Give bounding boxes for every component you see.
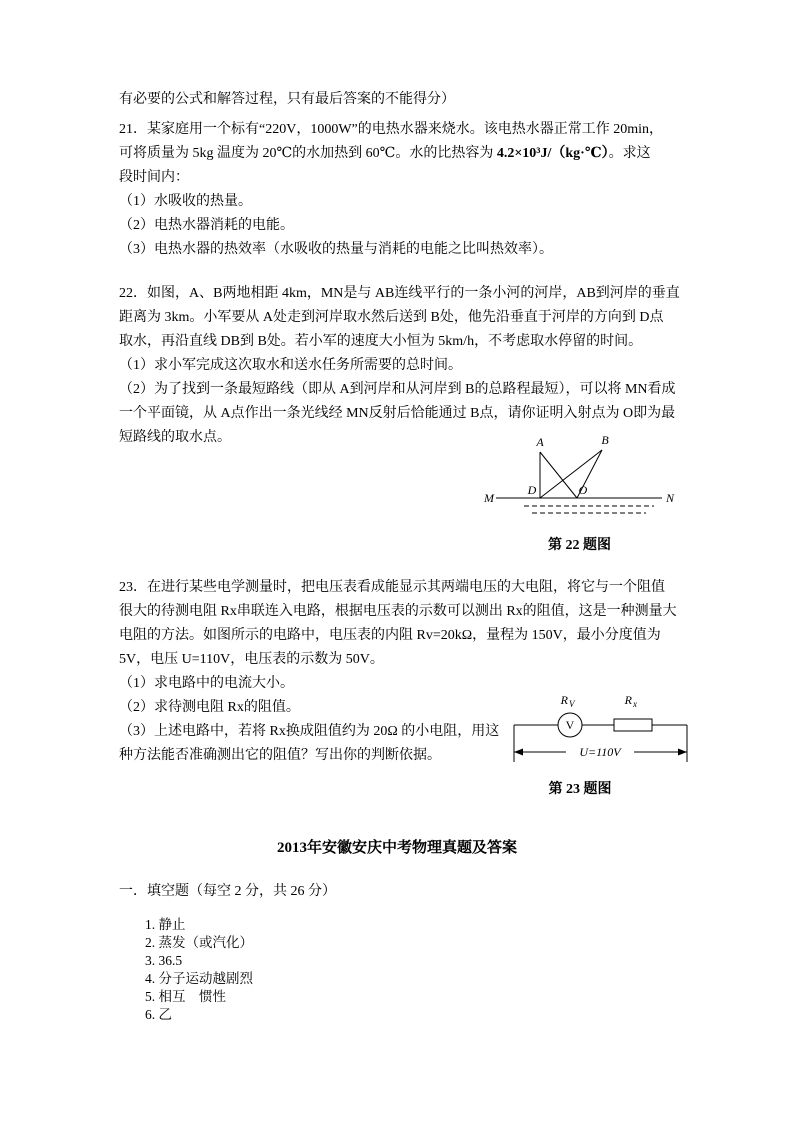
label-point-d: D <box>527 483 537 497</box>
q23-subquestion-1: （1）求电路中的电流大小。 <box>119 676 294 691</box>
q22-subquestion-2c: 短路线的取水点。 <box>119 430 231 445</box>
question-21 <box>119 118 681 262</box>
question-22 <box>119 282 681 450</box>
q21-line-2-post: 。求这 <box>608 146 651 161</box>
q23-subquestion-3b: 种方法能否准确测出它的阻值？写出你的判断依据。 <box>119 748 441 763</box>
q21-subquestion-1: （1）水吸收的热量。 <box>119 194 252 209</box>
voltmeter-resistance-label: R <box>560 693 568 707</box>
q21-line-3: 段时间内： <box>119 170 189 185</box>
specific-heat-value: 4.2×10³J/（kg·℃） <box>496 146 609 161</box>
q22-line-2: 距离为 3km。小军要从 A处走到河岸取水然后送到 B处，他先沿垂直于河岸的方向到 D点 <box>119 310 664 325</box>
label-point-m: M <box>484 491 494 505</box>
label-point-b: B <box>601 433 609 447</box>
q22-subquestion-2b: 一个平面镜，从 A点作出一条光线经 MN反射后恰能通过 B点，请你证明入射点为 O即为最 <box>119 406 676 421</box>
q21-subquestion-3: （3）电热水器的热效率（水吸收的热量与消耗的电能之比叫热效率）。 <box>119 242 553 257</box>
intro-line: 有必要的公式和解答过程，只有最后答案的不能得分） <box>119 92 455 107</box>
answer-item-1: 1. 静止 <box>145 917 186 932</box>
figure-22-diagram <box>482 432 677 532</box>
ray-a-to-o <box>540 452 577 498</box>
voltage-label: U=110V <box>579 745 621 759</box>
q23-line-4: 5V，电压 U=110V，电压表的示数为 50V。 <box>119 652 384 667</box>
answer-item-3: 3. 36.5 <box>145 953 183 968</box>
resistor-box <box>614 719 652 731</box>
part1-heading: 一．填空题（每空 2 分，共 26 分） <box>119 884 336 899</box>
q21-subquestion-2: （2）电热水器消耗的电能。 <box>119 218 294 233</box>
figure-23 <box>508 684 693 779</box>
label-point-n: N <box>665 491 675 505</box>
label-point-a: A <box>536 435 544 449</box>
voltmeter-letter: V <box>565 718 575 732</box>
q22-subquestion-1: （1）求小军完成这次取水和送水任务所需要的总时间。 <box>119 358 462 373</box>
answer-item-2: 2. 蒸发（或汽化） <box>145 935 253 950</box>
answers-list <box>145 916 253 1024</box>
q21-line-2-pre: 可将质量为 5kg 温度为 20℃的水加热到 60℃。水的比热容为 <box>119 146 497 161</box>
label-point-o: O <box>578 483 588 497</box>
intro-line-block <box>119 88 681 112</box>
q23-subquestion-3a: （3）上述电路中，若将 Rx换成阻值约为 20Ω 的小电阻，用这 <box>119 724 500 739</box>
q22-line-3: 取水，再沿直线 DB到 B处。若小军的速度大小恒为 5km/h，不考虑取水停留的时间。 <box>119 334 643 349</box>
part1-heading-block <box>119 880 681 904</box>
answer-item-4: 4. 分子运动越剧烈 <box>145 971 253 986</box>
figure-22-caption: 第 22 题图 <box>548 538 611 553</box>
figure-23-caption: 第 23 题图 <box>548 782 612 797</box>
q23-line-2: 很大的待测电阻 Rx串联连入电路，根据电压表的示数可以测出 Rx的阻值，这是一种测量大 <box>119 604 677 619</box>
figure-22 <box>482 432 677 532</box>
answer-item-6: 6. 乙 <box>145 1007 172 1022</box>
q23-line-3: 电阻的方法。如图所示的电路中，电压表的内阻 Rv=20kΩ，量程为 150V，最小分度值为 <box>119 628 661 643</box>
q23-subquestion-2: （2）求待测电阻 Rx的阻值。 <box>119 700 300 715</box>
answers-title: 2013年安徽安庆中考物理真题及答案 <box>276 840 517 856</box>
voltmeter-resistance-subscript: V <box>569 699 575 709</box>
arrowhead-right <box>678 749 687 756</box>
figure-23-circuit-diagram <box>508 684 693 779</box>
q23-line-1: 23．在进行某些电学测量时，把电压表看成能显示其两端电压的大电阻，将它与一个阻值 <box>119 580 665 595</box>
q21-line-1: 21．某家庭用一个标有“220V，1000W”的电热水器来烧水。该电热水器正常工作 20min， <box>119 122 664 137</box>
arrowhead-left <box>514 749 523 756</box>
q22-line-1: 22．如图，A、B两地相距 4km，MN是与 AB连线平行的一条小河的河岸，AB到河岸的垂直 <box>119 286 680 301</box>
q22-subquestion-2a: （2）为了找到一条最短路线（即从 A到河岸和从河岸到 B的总路程最短），可以将 MN看成 <box>119 382 676 397</box>
q21-line-2 <box>119 142 681 166</box>
answer-item-5: 5. 相互 惯性 <box>145 989 226 1004</box>
unknown-resistance-subscript: x <box>633 699 637 709</box>
unknown-resistance-label: R <box>624 693 632 707</box>
